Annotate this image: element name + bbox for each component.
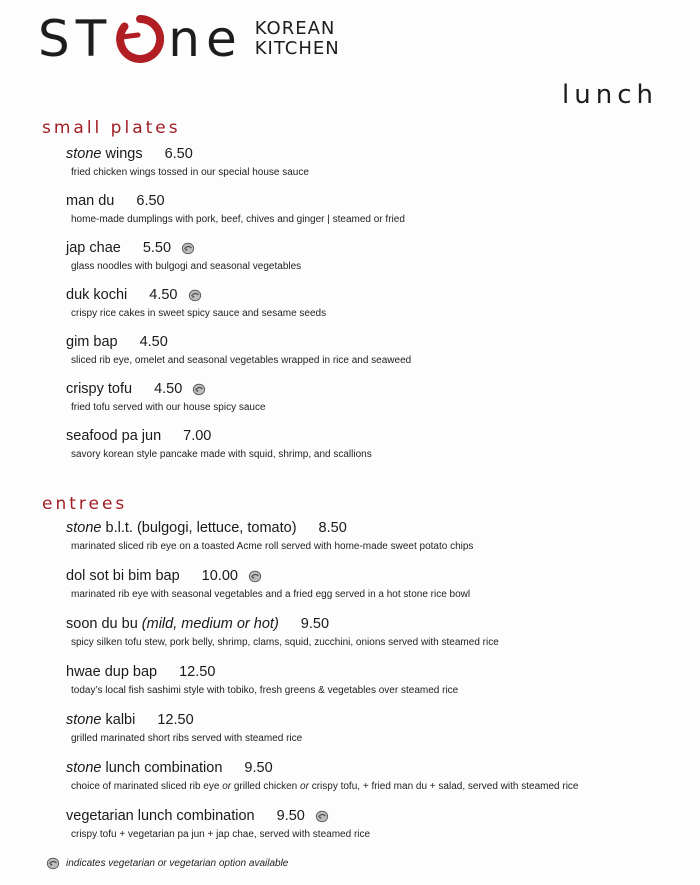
footnote (46, 856, 288, 870)
menu-item-heading (66, 427, 411, 445)
brand-name: stone (66, 520, 102, 536)
menu-item-description: marinated rib eye with seasonal vegetables and a fried egg served in a hot stone rice bowl (71, 589, 471, 600)
description-text: crispy tofu, + fried man du + salad, served with steamed rice (308, 781, 579, 792)
menu-item-description: savory korean style pancake made with squid, shrimp, and scallions (71, 449, 372, 460)
menu-item (66, 333, 411, 367)
logo-subtitle-line1: KOREAN (254, 18, 336, 39)
menu-item-price: 9.50 (244, 760, 273, 776)
logo-brush-circle-icon (116, 15, 164, 63)
menu-item-description: today’s local fish sashimi style with tobiko, fresh greens & vegetables over steamed rice (71, 685, 459, 696)
menu-item-name-text: lunch combination (101, 760, 223, 776)
menu-item-name-text: wings (101, 146, 143, 162)
menu-item-description: crispy tofu + vegetarian pa jun + jap chae, served with steamed rice (71, 829, 371, 840)
vegetarian-icon (188, 288, 202, 302)
menu-title: lunch (562, 80, 658, 110)
brand-name: stone (66, 712, 102, 728)
menu-item (66, 615, 579, 649)
entrees-list (66, 519, 579, 841)
menu-item-heading (66, 145, 411, 163)
menu-item-name-text: gim bap (66, 334, 118, 350)
restaurant-logo (38, 10, 340, 68)
menu-item-name-text: dol sot bi bim bap (66, 568, 180, 584)
menu-item-heading (66, 239, 411, 257)
menu-item-description: home-made dumplings with pork, beef, chives and ginger | steamed or fried (71, 214, 405, 225)
logo-subtitle (255, 19, 340, 59)
vegetarian-icon (192, 382, 206, 396)
menu-item-name-text: vegetarian lunch combination (66, 808, 255, 824)
menu-item (66, 286, 411, 320)
menu-item-name (66, 711, 135, 729)
menu-item-heading (66, 567, 579, 585)
menu-item (66, 663, 579, 697)
menu-item-price: 5.50 (142, 240, 172, 256)
vegetarian-icon (248, 569, 262, 583)
menu-item (66, 192, 411, 226)
menu-item-name (66, 333, 118, 351)
menu-item-price: 12.50 (157, 712, 194, 728)
menu-item-heading (66, 286, 411, 304)
section-title-entrees: entrees (42, 494, 128, 514)
menu-item-heading (66, 192, 411, 210)
menu-item (66, 519, 579, 553)
menu-item-price: 12.50 (179, 664, 216, 680)
vegetarian-icon (315, 809, 329, 823)
menu-item-heading (66, 519, 579, 537)
menu-item (66, 711, 579, 745)
menu-item-heading (66, 380, 411, 398)
menu-item-name (66, 286, 127, 304)
menu-item-price: 6.50 (136, 193, 165, 209)
menu-item (66, 567, 579, 601)
menu-item-name (66, 615, 279, 633)
menu-item-name (66, 519, 297, 537)
menu-item-description (71, 780, 579, 793)
menu-item (66, 759, 579, 793)
vegetarian-icon (181, 241, 195, 255)
menu-item-heading (66, 663, 579, 681)
menu-item-name-text: soon du bu (66, 616, 142, 632)
menu-item-price: 4.50 (154, 381, 183, 397)
menu-item-heading (66, 711, 579, 729)
menu-item-name-text: duk kochi (66, 287, 128, 303)
menu-item-name-text: crispy tofu (66, 381, 133, 397)
menu-item-name (66, 567, 180, 585)
menu-item-description: crispy rice cakes in sweet spicy sauce and sesame seeds (71, 308, 327, 319)
menu-item-heading (66, 333, 411, 351)
menu-item-name-text: seafood pa jun (66, 428, 162, 444)
logo-text-left: ST (38, 10, 113, 68)
menu-item-heading (66, 615, 579, 633)
menu-item-price: 7.00 (183, 428, 212, 444)
logo-subtitle-line2: KITCHEN (254, 38, 340, 59)
menu-item-name (66, 145, 143, 163)
small-plates-list (66, 145, 411, 461)
menu-item-price: 10.00 (201, 568, 238, 584)
vegetarian-icon (46, 856, 60, 870)
menu-item-price: 6.50 (164, 146, 193, 162)
menu-item-name-note: (mild, medium or hot) (141, 616, 279, 632)
brand-name: stone (66, 760, 102, 776)
menu-item-description: fried tofu served with our house spicy sauce (71, 402, 266, 413)
menu-item-name (66, 807, 255, 825)
menu-item-description: glass noodles with bulgogi and seasonal vegetables (71, 261, 302, 272)
menu-item-name (66, 380, 132, 398)
menu-item-name (66, 192, 114, 210)
logo-wordmark (38, 10, 243, 68)
menu-item (66, 380, 411, 414)
menu-item-price: 4.50 (149, 287, 178, 303)
menu-item-description: spicy silken tofu stew, pork belly, shrimp, clams, squid, zucchini, onions served with steamed rice (71, 637, 499, 648)
menu-item-price: 8.50 (318, 520, 347, 536)
menu-item-heading (66, 807, 579, 825)
menu-item-name (66, 759, 222, 777)
menu-item-description: marinated sliced rib eye on a toasted Acme roll served with home-made sweet potato chips (71, 541, 474, 552)
description-text: choice of marinated sliced rib eye (71, 781, 223, 792)
menu-item-name (66, 239, 121, 257)
menu-item-name-text: jap chae (66, 240, 121, 256)
menu-item-name-text: man du (66, 193, 115, 209)
brand-name: stone (66, 146, 102, 162)
menu-item-name-text: hwae dup bap (66, 664, 158, 680)
menu-item (66, 239, 411, 273)
menu-item (66, 427, 411, 461)
menu-item-name-text: b.l.t. (bulgogi, lettuce, tomato) (101, 520, 297, 536)
menu-item-heading (66, 759, 579, 777)
menu-item-name (66, 663, 157, 681)
description-text: grilled chicken (231, 781, 301, 792)
description-emphasis: or (300, 781, 309, 792)
menu-item-price: 9.50 (276, 808, 305, 824)
menu-item-description: grilled marinated short ribs served with steamed rice (71, 733, 303, 744)
logo-text-right: ne (168, 10, 243, 68)
description-emphasis: or (222, 781, 232, 792)
footnote-text: indicates vegetarian or vegetarian option available (66, 857, 289, 869)
menu-item-price: 9.50 (300, 616, 330, 632)
menu-item (66, 807, 579, 841)
menu-item-description: sliced rib eye, omelet and seasonal vegetables wrapped in rice and seaweed (71, 355, 412, 366)
menu-item (66, 145, 411, 179)
menu-item-price: 4.50 (139, 334, 168, 350)
menu-item-name (66, 427, 161, 445)
menu-item-description: fried chicken wings tossed in our special house sauce (71, 167, 309, 178)
menu-item-name-text: kalbi (101, 712, 136, 728)
section-title-small-plates: small plates (42, 118, 181, 138)
